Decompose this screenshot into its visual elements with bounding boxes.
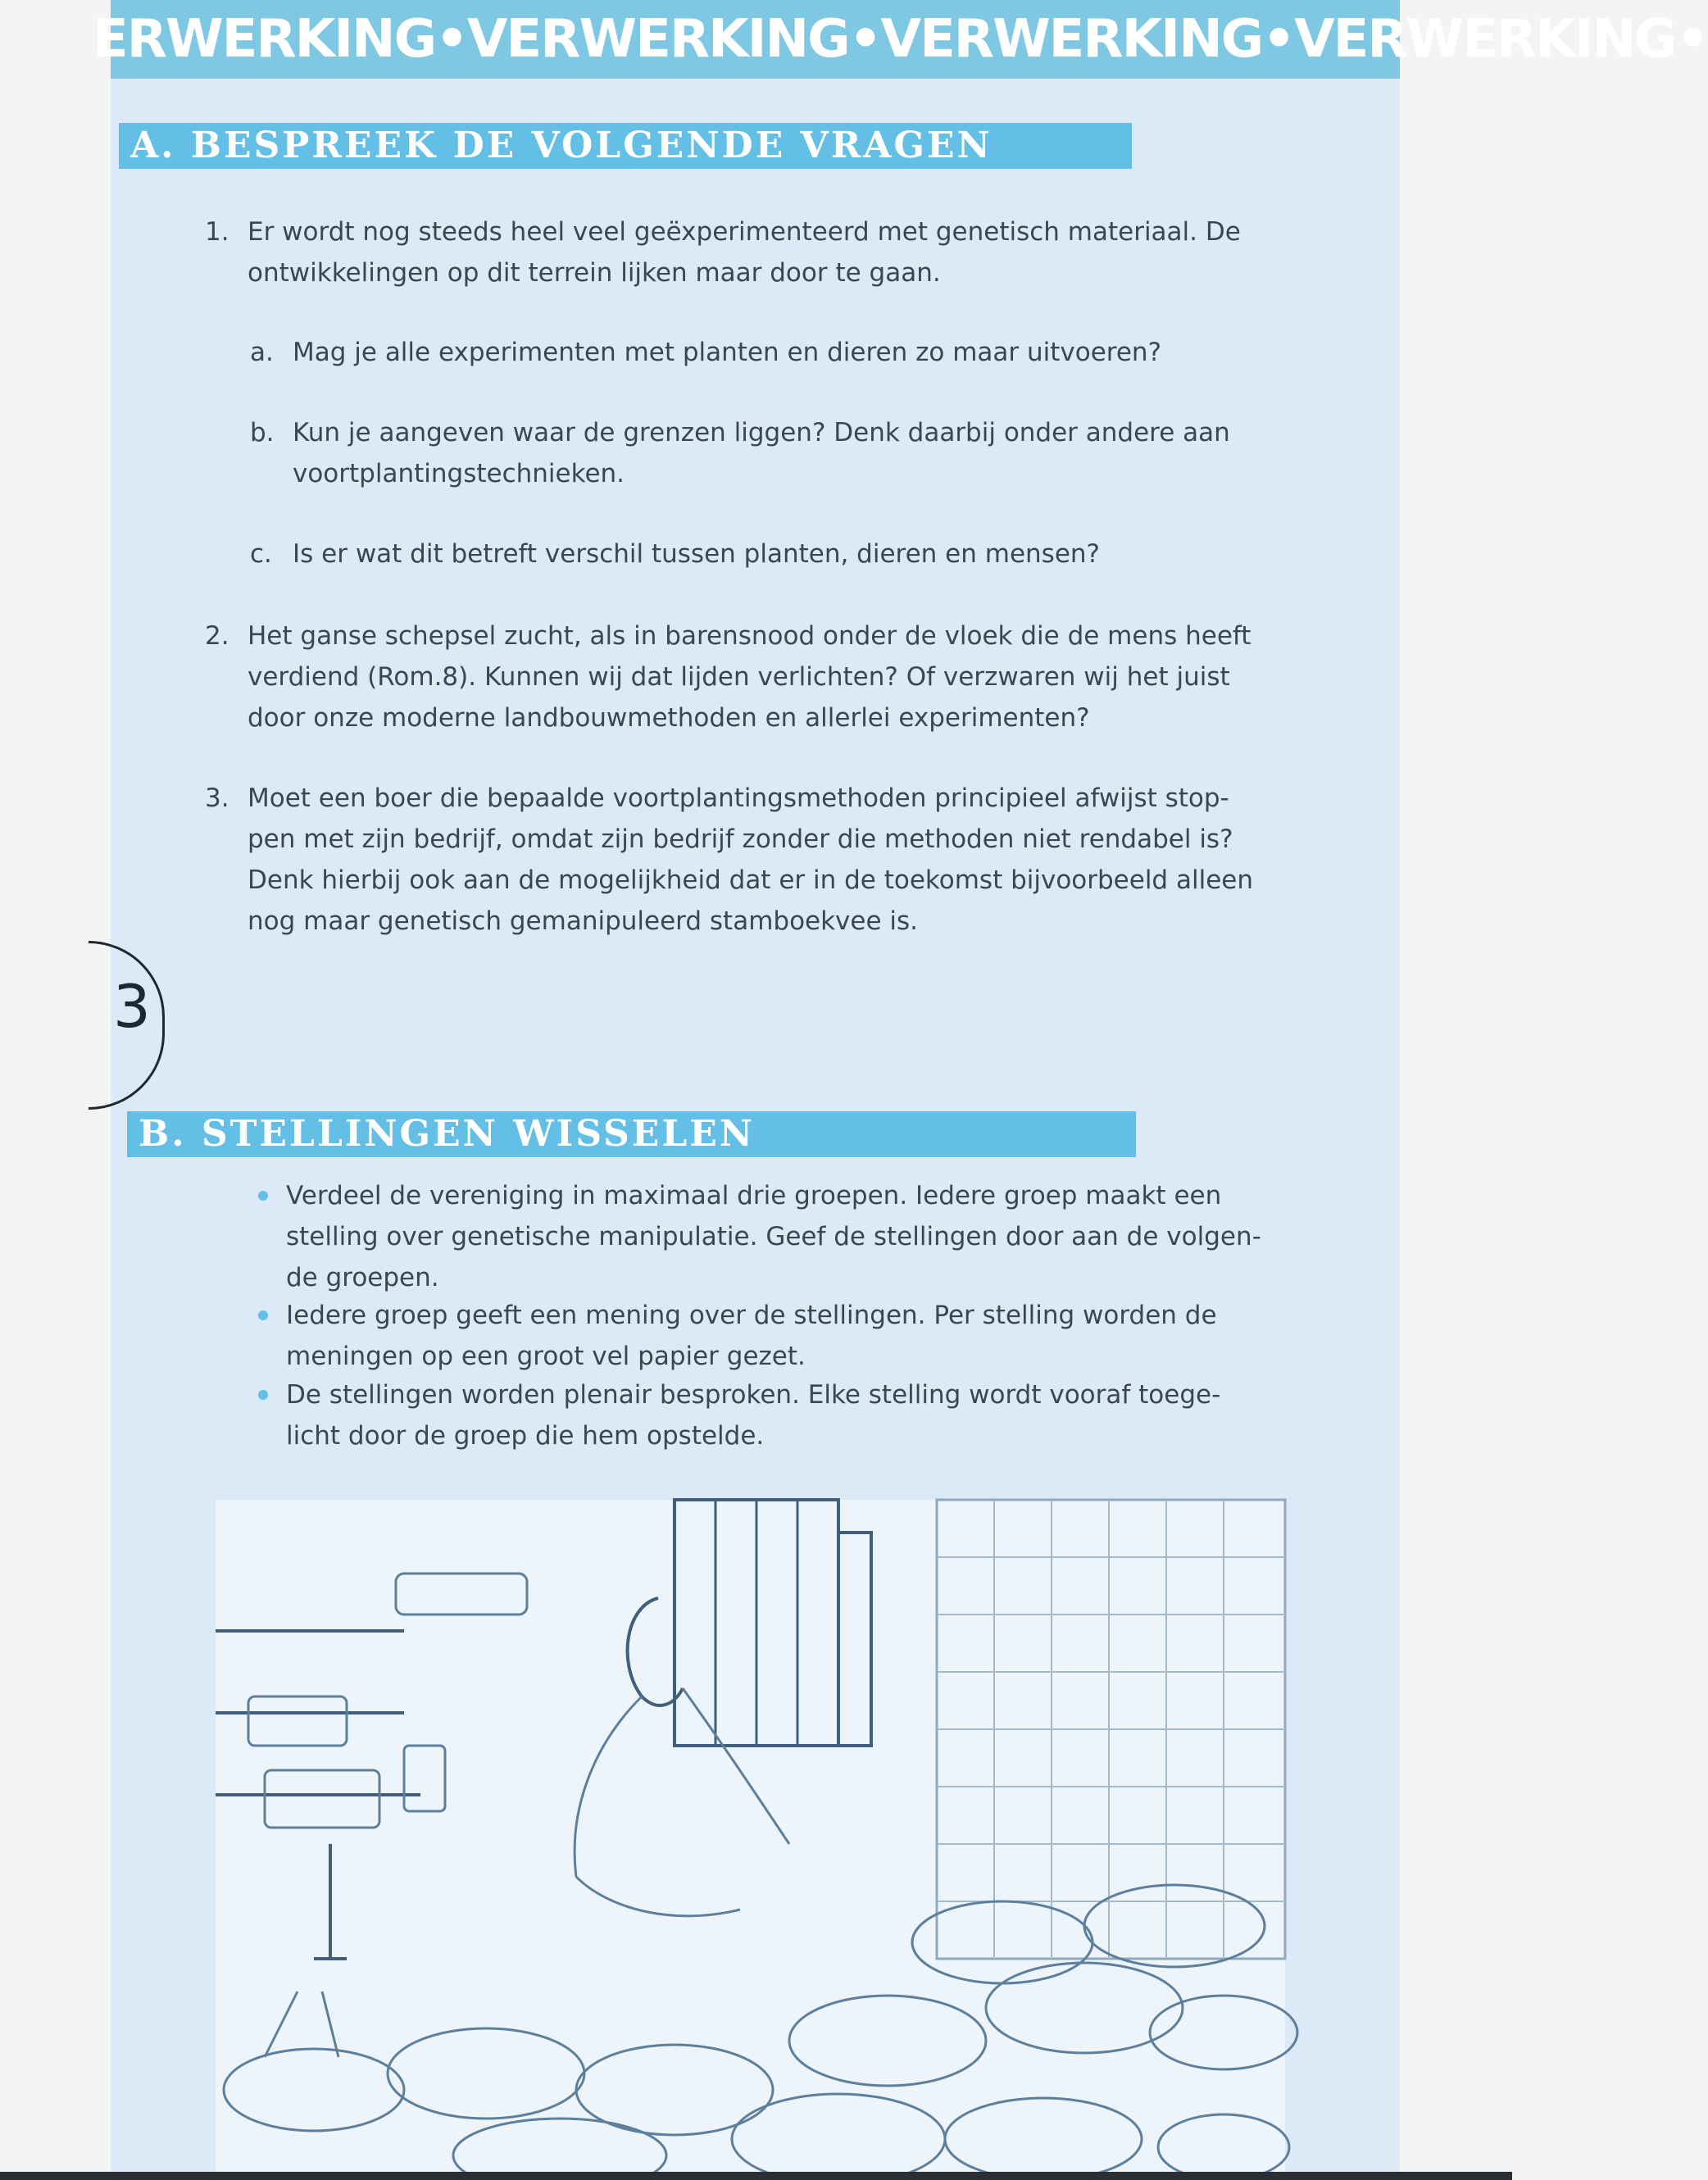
sub-letter: a. [250, 338, 274, 367]
question-line: Mag je alle experimenten met planten en dieren zo maar uitvoeren? [293, 338, 1162, 367]
question-number: 3. [205, 783, 229, 813]
illustration-drawing [216, 1500, 1285, 2172]
question-line: Moet een boer die bepaalde voortplantingsmethoden principieel afwijst stop- [248, 783, 1229, 813]
question-line: nog maar genetisch gemanipuleerd stamboekvee is. [248, 906, 919, 936]
margin-handwritten-digit: 3 [113, 972, 151, 1041]
question-number: 1. [205, 217, 229, 247]
top-banner [93, 0, 1708, 79]
question-line: Kun je aangeven waar de grenzen liggen? Denk daarbij onder andere aan [293, 418, 1230, 447]
question-line: verdiend (Rom.8). Kunnen wij dat lijden verlichten? Of verzwaren wij het juist [248, 662, 1230, 692]
question-1 [205, 211, 1393, 293]
question-line: door onze moderne landbouwmethoden en allerlei experimenten? [248, 703, 1090, 733]
question-line: Er wordt nog steeds heel veel geëxperimenteerd met genetisch materiaal. De [248, 217, 1241, 247]
page [93, 0, 1708, 2172]
bullet-line: De stellingen worden plenair besproken. Elke stelling wordt vooraf toege- [286, 1380, 1221, 1410]
banner-text: ERWERKING•VERWERKING•VERWERKING•VERWERKING• [93, 9, 1708, 70]
question-line: Het ganse schepsel zucht, als in barensnood onder de vloek die de mens heeft [248, 621, 1251, 651]
question-3 [205, 778, 1393, 942]
question-1a [250, 332, 1397, 373]
bullet-line: de groepen. [286, 1263, 439, 1292]
bullet-dot-icon [258, 1191, 268, 1201]
bullet-line: stelling over genetische manipulatie. Geef de stellingen door aan de volgen- [286, 1222, 1261, 1251]
bullet-item [258, 1374, 1406, 1456]
cheese-farm-illustration [216, 1500, 1285, 2172]
question-line: voortplantingstechnieken. [293, 459, 625, 488]
question-line: Is er wat dit betreft verschil tussen planten, dieren en mensen? [293, 539, 1100, 569]
sub-letter: c. [250, 539, 272, 569]
question-line: ontwikkelingen op dit terrein lijken maar door te gaan. [248, 258, 941, 288]
bullet-line: licht door de groep die hem opstelde. [286, 1421, 765, 1451]
page-bottom-edge [0, 2172, 1512, 2180]
bullet-dot-icon [258, 1390, 268, 1400]
question-1b [250, 412, 1397, 494]
bullet-line: meningen op een groot vel papier gezet. [286, 1342, 806, 1371]
question-number: 2. [205, 621, 229, 651]
bullet-dot-icon [258, 1310, 268, 1320]
sub-letter: b. [250, 418, 275, 447]
question-line: pen met zijn bedrijf, omdat zijn bedrijf zonder die methoden niet rendabel is? [248, 824, 1233, 854]
section-a-heading: A. BESPREEK DE VOLGENDE VRAGEN [119, 123, 1132, 169]
bullet-item [258, 1295, 1406, 1377]
question-line: Denk hierbij ook aan de mogelijkheid dat er in de toekomst bijvoorbeeld alleen [248, 865, 1253, 895]
bullet-item [258, 1175, 1406, 1298]
bullet-line: Iedere groep geeft een mening over de stellingen. Per stelling worden de [286, 1301, 1217, 1330]
section-b-heading: B. STELLINGEN WISSELEN [127, 1111, 1136, 1157]
question-1c [250, 534, 1397, 575]
question-2 [205, 615, 1393, 738]
bullet-line: Verdeel de vereniging in maximaal drie groepen. Iedere groep maakt een [286, 1181, 1222, 1210]
